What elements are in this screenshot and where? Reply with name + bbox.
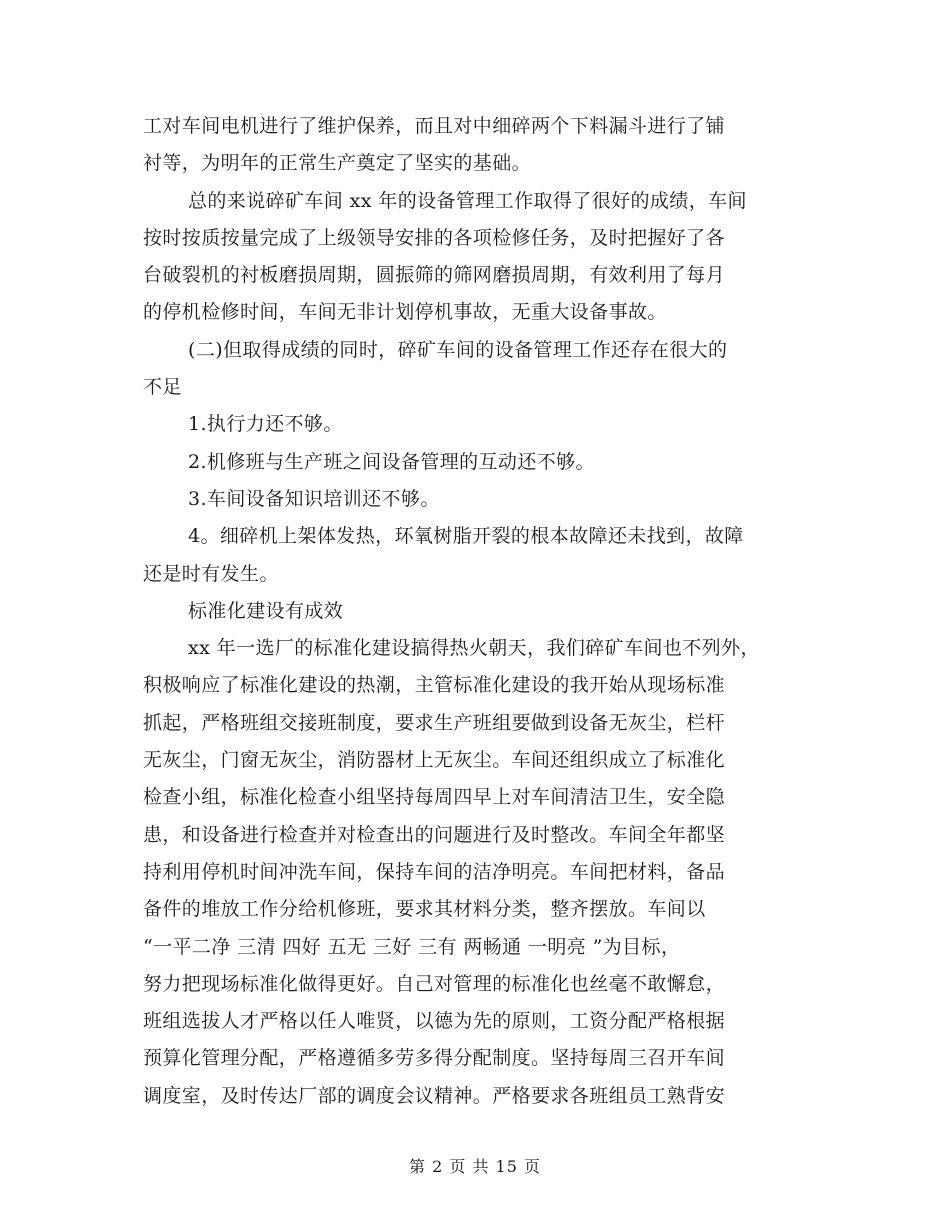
text-line: 备件的堆放工作分给机修班，要求其材料分类，整齐摆放。车间以 bbox=[143, 898, 706, 921]
text-line: 台破裂机的衬板磨损周期，圆振筛的筛网磨损周期，有效利用了每月 bbox=[143, 264, 726, 287]
text-line: 标准化建设有成效 bbox=[188, 599, 344, 622]
text-line: xx 年一选厂的标准化建设搞得热火朝天，我们碎矿车间也不列外， bbox=[188, 637, 760, 660]
text-line: 衬等，为明年的正常生产奠定了坚实的基础。 bbox=[143, 152, 532, 175]
text-line: 4。细碎机上架体发热，环氧树脂开裂的根本故障还未找到，故障 bbox=[188, 525, 744, 548]
text-line: 积极响应了标准化建设的热潮，主管标准化建设的我开始从现场标准 bbox=[143, 674, 726, 697]
text-line: 调度室，及时传达厂部的调度会议精神。严格要求各班组员工熟背安 bbox=[143, 1084, 726, 1107]
text-line: 努力把现场标准化做得更好。自己对管理的标准化也丝毫不敢懈怠， bbox=[143, 972, 726, 995]
text-line: 3.车间设备知识培训还不够。 bbox=[188, 487, 440, 510]
text-line: 的停机检修时间，车间无非计划停机事故，无重大设备事故。 bbox=[143, 301, 667, 324]
text-line: 工对车间电机进行了维护保养，而且对中细碎两个下料漏斗进行了铺 bbox=[143, 115, 726, 137]
text-line: 总的来说碎矿车间 xx 年的设备管理工作取得了很好的成绩，车间 bbox=[188, 189, 747, 212]
text-line: 抓起，严格班组交接班制度，要求生产班组要做到设备无灰尘，栏杆 bbox=[143, 711, 726, 734]
text-line: “一平二净 三清 四好 五无 三好 三有 两畅通 一明亮 ”为目标， bbox=[143, 935, 681, 958]
text-line: 患，和设备进行检查并对检查出的问题进行及时整改。车间全年都坚 bbox=[143, 823, 726, 846]
text-line: 无灰尘，门窗无灰尘，消防器材上无灰尘。车间还组织成立了标准化 bbox=[143, 749, 726, 772]
text-line: 不足 bbox=[143, 376, 182, 399]
text-line: 检查小组，标准化检查小组坚持每周四早上对车间清洁卫生，安全隐 bbox=[143, 786, 726, 809]
text-line: (二)但取得成绩的同时，碎矿车间的设备管理工作还存在很大的 bbox=[188, 338, 728, 361]
text-line: 按时按质按量完成了上级领导安排的各项检修任务，及时把握好了各 bbox=[143, 226, 726, 249]
text-line: 1.执行力还不够。 bbox=[188, 413, 343, 436]
text-line: 班组选拔人才严格以任人唯贤，以德为先的原则，工资分配严格根据 bbox=[143, 1010, 726, 1033]
text-line: 预算化管理分配，严格遵循多劳多得分配制度。坚持每周三召开车间 bbox=[143, 1047, 726, 1070]
text-line: 还是时有发生。 bbox=[143, 562, 279, 585]
page-footer: 第 2 页 共 15 页 bbox=[409, 1157, 541, 1176]
text-line: 持利用停机时间冲洗车间，保持车间的洁净明亮。车间把材料，备品 bbox=[143, 860, 726, 883]
text-line: 2.机修班与生产班之间设备管理的互动还不够。 bbox=[188, 450, 595, 473]
document-body bbox=[143, 108, 823, 1115]
